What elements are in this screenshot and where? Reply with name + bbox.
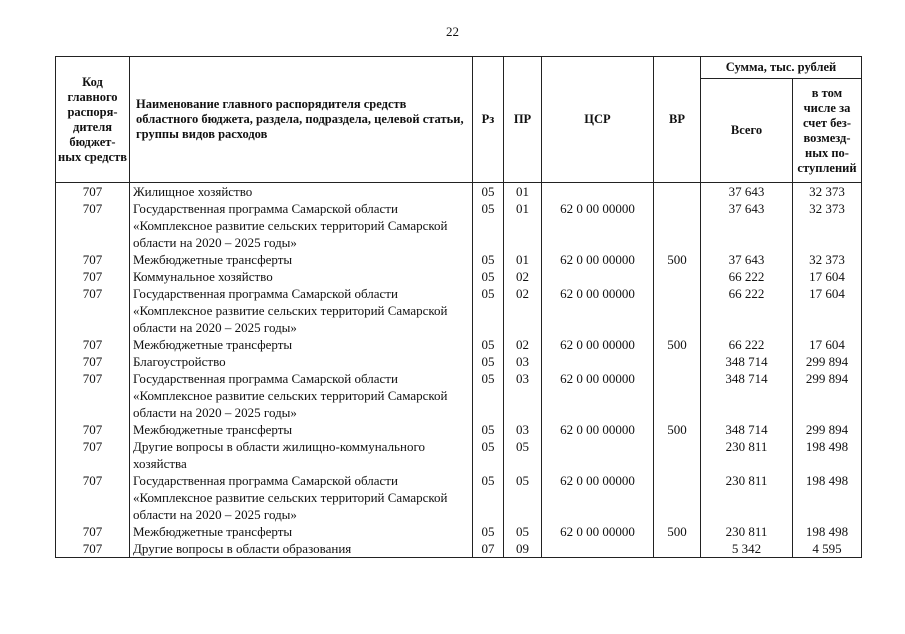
- cell-code: 707: [56, 268, 130, 285]
- cell-rz: 05: [473, 251, 504, 268]
- table-row: [56, 472, 862, 523]
- cell-rz: 05: [473, 353, 504, 370]
- table-row: [56, 336, 862, 353]
- cell-total: 348 714: [701, 353, 793, 370]
- cell-code: 707: [56, 370, 130, 421]
- cell-rz: 05: [473, 523, 504, 540]
- cell-vr: [654, 285, 701, 336]
- cell-pr: 02: [504, 336, 542, 353]
- cell-pr: 05: [504, 523, 542, 540]
- cell-csr: [542, 268, 654, 285]
- cell-grants: 299 894: [793, 421, 862, 438]
- cell-csr: 62 0 00 00000: [542, 336, 654, 353]
- header-vr: ВР: [654, 57, 701, 183]
- cell-code: 707: [56, 183, 130, 201]
- cell-pr: 09: [504, 540, 542, 558]
- cell-vr: 500: [654, 523, 701, 540]
- table-row: [56, 251, 862, 268]
- cell-vr: [654, 353, 701, 370]
- cell-csr: [542, 540, 654, 558]
- cell-grants: 299 894: [793, 370, 862, 421]
- cell-csr: 62 0 00 00000: [542, 421, 654, 438]
- cell-rz: 05: [473, 421, 504, 438]
- cell-total: 230 811: [701, 523, 793, 540]
- cell-total: 66 222: [701, 336, 793, 353]
- header-total: Всего: [701, 79, 793, 183]
- cell-vr: 500: [654, 421, 701, 438]
- cell-grants: 17 604: [793, 336, 862, 353]
- cell-code: 707: [56, 540, 130, 558]
- cell-pr: 05: [504, 438, 542, 472]
- cell-grants: 198 498: [793, 523, 862, 540]
- cell-name: Межбюджетные трансферты: [130, 421, 473, 438]
- cell-pr: 01: [504, 251, 542, 268]
- cell-total: 348 714: [701, 370, 793, 421]
- cell-grants: 32 373: [793, 200, 862, 251]
- cell-name: Межбюджетные трансферты: [130, 251, 473, 268]
- cell-csr: [542, 183, 654, 201]
- cell-csr: [542, 438, 654, 472]
- cell-name: Другие вопросы в области жилищно-коммунального хозяйства: [130, 438, 473, 472]
- cell-rz: 05: [473, 472, 504, 523]
- table-header: [56, 57, 862, 183]
- table-row: [56, 200, 862, 251]
- cell-csr: 62 0 00 00000: [542, 251, 654, 268]
- cell-vr: 500: [654, 251, 701, 268]
- cell-name: Коммунальное хозяйство: [130, 268, 473, 285]
- header-csr: ЦСР: [542, 57, 654, 183]
- cell-name: Межбюджетные трансферты: [130, 336, 473, 353]
- cell-csr: 62 0 00 00000: [542, 285, 654, 336]
- cell-code: 707: [56, 353, 130, 370]
- cell-total: 37 643: [701, 251, 793, 268]
- header-grants: в том числе за счет без-возмезд-ных по-ступлений: [793, 79, 862, 183]
- cell-code: 707: [56, 200, 130, 251]
- cell-name: Межбюджетные трансферты: [130, 523, 473, 540]
- cell-vr: [654, 540, 701, 558]
- cell-total: 348 714: [701, 421, 793, 438]
- cell-total: 37 643: [701, 183, 793, 201]
- cell-vr: [654, 200, 701, 251]
- header-rz: Рз: [473, 57, 504, 183]
- cell-grants: 198 498: [793, 472, 862, 523]
- cell-rz: 05: [473, 183, 504, 201]
- cell-name: Другие вопросы в области образования: [130, 540, 473, 558]
- cell-name: Государственная программа Самарской области «Комплексное развитие сельских территорий Самарской области на 2020 – 2025 годы»: [130, 370, 473, 421]
- cell-csr: [542, 353, 654, 370]
- cell-name: Государственная программа Самарской области «Комплексное развитие сельских территорий Самарской области на 2020 – 2025 годы»: [130, 285, 473, 336]
- cell-pr: 02: [504, 268, 542, 285]
- cell-grants: 17 604: [793, 268, 862, 285]
- cell-rz: 05: [473, 336, 504, 353]
- cell-code: 707: [56, 251, 130, 268]
- cell-total: 66 222: [701, 285, 793, 336]
- header-pr: ПР: [504, 57, 542, 183]
- cell-grants: 32 373: [793, 183, 862, 201]
- cell-code: 707: [56, 285, 130, 336]
- cell-csr: 62 0 00 00000: [542, 370, 654, 421]
- cell-pr: 03: [504, 421, 542, 438]
- cell-name: Государственная программа Самарской области «Комплексное развитие сельских территорий Самарской области на 2020 – 2025 годы»: [130, 472, 473, 523]
- cell-grants: 299 894: [793, 353, 862, 370]
- cell-vr: [654, 183, 701, 201]
- table-row: [56, 438, 862, 472]
- cell-vr: [654, 268, 701, 285]
- cell-pr: 01: [504, 183, 542, 201]
- table-body: [56, 183, 862, 558]
- cell-total: 5 342: [701, 540, 793, 558]
- table-row: [56, 370, 862, 421]
- cell-vr: 500: [654, 336, 701, 353]
- table-row: [56, 285, 862, 336]
- budget-table: [55, 56, 862, 558]
- cell-total: 66 222: [701, 268, 793, 285]
- cell-code: 707: [56, 336, 130, 353]
- table-row: [56, 353, 862, 370]
- cell-total: 230 811: [701, 472, 793, 523]
- cell-grants: 198 498: [793, 438, 862, 472]
- table-row: [56, 523, 862, 540]
- cell-rz: 05: [473, 370, 504, 421]
- cell-name: Государственная программа Самарской области «Комплексное развитие сельских территорий Самарской области на 2020 – 2025 годы»: [130, 200, 473, 251]
- cell-csr: 62 0 00 00000: [542, 523, 654, 540]
- cell-grants: 32 373: [793, 251, 862, 268]
- cell-grants: 4 595: [793, 540, 862, 558]
- cell-name: Жилищное хозяйство: [130, 183, 473, 201]
- header-code: Код главного распоря-дителя бюджет-ных средств: [56, 57, 130, 183]
- cell-total: 37 643: [701, 200, 793, 251]
- header-name: Наименование главного распорядителя средств областного бюджета, раздела, подраздела, целевой статьи, группы видов расходов: [130, 57, 473, 183]
- cell-code: 707: [56, 438, 130, 472]
- cell-total: 230 811: [701, 438, 793, 472]
- cell-vr: [654, 438, 701, 472]
- table-row: [56, 540, 862, 558]
- cell-code: 707: [56, 472, 130, 523]
- cell-pr: 03: [504, 370, 542, 421]
- cell-pr: 02: [504, 285, 542, 336]
- cell-pr: 01: [504, 200, 542, 251]
- cell-vr: [654, 370, 701, 421]
- page-number: 22: [446, 24, 459, 39]
- cell-rz: 05: [473, 200, 504, 251]
- cell-vr: [654, 472, 701, 523]
- cell-rz: 07: [473, 540, 504, 558]
- cell-grants: 17 604: [793, 285, 862, 336]
- cell-csr: 62 0 00 00000: [542, 200, 654, 251]
- cell-pr: 05: [504, 472, 542, 523]
- header-sum-group: Сумма, тыс. рублей: [701, 57, 862, 79]
- cell-code: 707: [56, 421, 130, 438]
- cell-pr: 03: [504, 353, 542, 370]
- table-row: [56, 268, 862, 285]
- cell-rz: 05: [473, 268, 504, 285]
- cell-code: 707: [56, 523, 130, 540]
- cell-name: Благоустройство: [130, 353, 473, 370]
- cell-rz: 05: [473, 438, 504, 472]
- cell-rz: 05: [473, 285, 504, 336]
- cell-csr: 62 0 00 00000: [542, 472, 654, 523]
- table-row: [56, 183, 862, 201]
- table-row: [56, 421, 862, 438]
